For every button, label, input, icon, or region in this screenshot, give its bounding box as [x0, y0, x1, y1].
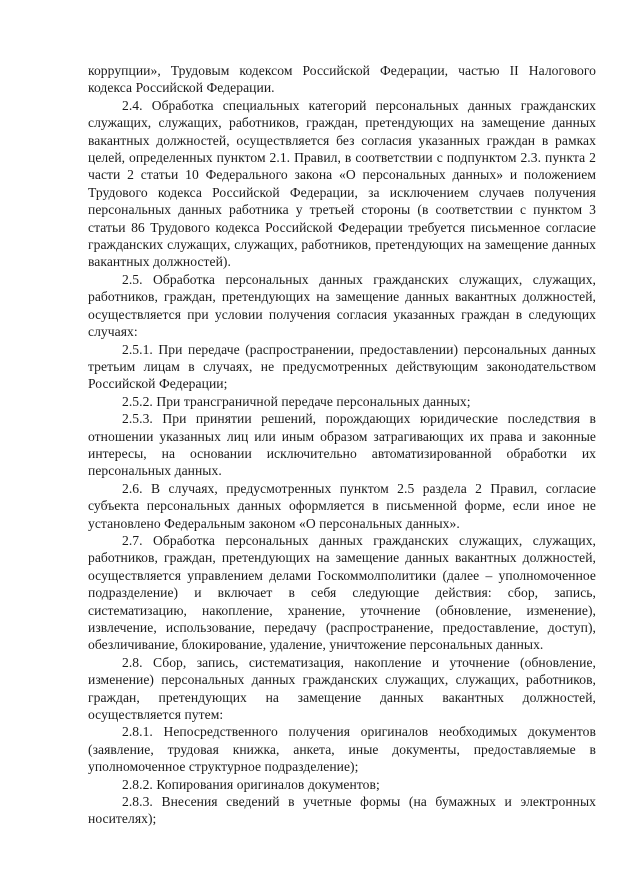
paragraph-2-7: 2.7. Обработка персональных данных гражданских служащих, служащих, работников, граждан, претендующих на замещение данных вакантных должностей, осуществляется управлением делами Госкоммолполитики (далее – уполномоченное подразделение) и включает в себя следующие действия: сбор, запись, систематизацию, накопление, хранение, уточнение (обновление, изменение), извлечение, использование, передачу (распространение, предоставление, доступ), обезличивание, блокирование, удаление, уничтожение персональных данных. [88, 532, 596, 653]
paragraph-2-8-1: 2.8.1. Непосредственного получения оригиналов необходимых документов (заявление, трудовая книжка, анкета, иные документы, предоставляемые в уполномоченное структурное подразделение); [88, 724, 596, 775]
paragraph-2-5-1: 2.5.1. При передаче (распространении, предоставлении) персональных данных третьим лицам в случаях, не предусмотренных действующим законодательством Российской Федерации; [88, 341, 596, 392]
paragraph-2-8-2: 2.8.2. Копирования оригиналов документов; [122, 776, 380, 792]
paragraph-continuation: коррупции», Трудовым кодексом Российской Федерации, частью II Налогового кодекса Российской Федерации. [88, 63, 596, 96]
paragraph-2-4: 2.4. Обработка специальных категорий персональных данных гражданских служащих, служащих, работников, граждан, претендующих на замещение данных вакантных должностей, осуществляется без согласия указанных граждан в рамках целей, определенных пунктом 2.1. Правил, в соответствии с подпунктом 2.3. пункта 2 части 2 статьи 10 Федерального закона «О персональных данных» и положением Трудового кодекса Российской Федерации, за исключением случаев получения персональных данных работника у третьей стороны (в соответствии с пунктом 3 статьи 86 Трудового кодекса Российской Федерации требуется письменное согласие гражданских служащих, служащих, работников, претендующих на замещение данных вакантных должностей). [88, 97, 596, 270]
paragraph-2-8: 2.8. Сбор, запись, систематизация, накопление и уточнение (обновление, изменение) персональных данных гражданских служащих, служащих, работников, граждан, претендующих на замещение данных вакантных должностей, осуществляется путем: [88, 654, 596, 723]
paragraph-2-5: 2.5. Обработка персональных данных гражданских служащих, служащих, работников, граждан, претендующих на замещение данных вакантных должностей, осуществляется при условии получения согласия указанных граждан в следующих случаях: [88, 271, 596, 340]
paragraph-2-6: 2.6. В случаях, предусмотренных пунктом 2.5 раздела 2 Правил, согласие субъекта персональных данных оформляется в письменной форме, если иное не установлено Федеральным законом «О персональных данных». [88, 480, 596, 531]
document-body [88, 62, 596, 828]
paragraph-2-5-2: 2.5.2. При трансграничной передаче персональных данных; [122, 393, 471, 409]
paragraph-2-8-3: 2.8.3. Внесения сведений в учетные формы (на бумажных и электронных носителях); [88, 794, 596, 827]
paragraph-2-5-3: 2.5.3. При принятии решений, порождающих юридические последствия в отношении указанных лиц или иным образом затрагивающих их права и законные интересы, на основании исключительно автоматизированной обработки их персональных данных. [88, 411, 596, 479]
